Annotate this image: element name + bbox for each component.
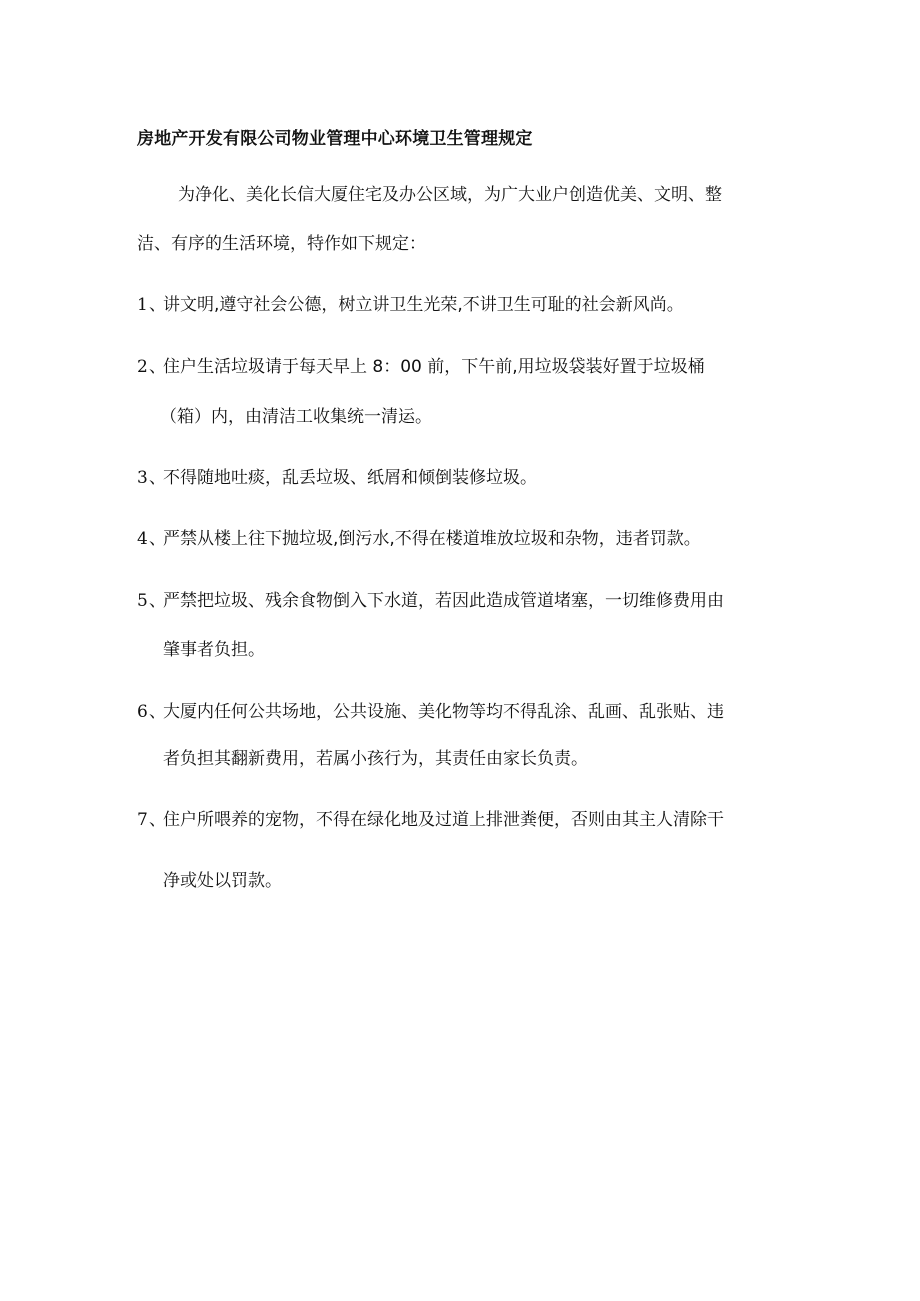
- rule-item-2: [137, 355, 705, 379]
- rule-item-6-continuation: 者负担其翻新费用，若属小孩行为，其责任由家长负责。: [163, 749, 588, 769]
- rule-separator: 、: [149, 810, 166, 830]
- intro-line-1: 为净化、美化长信大厦住宅及办公区域，为广大业户创造优美、文明、整: [178, 185, 722, 205]
- rule-text: 严禁把垃圾、残余食物倒入下水道，若因此造成管道堵塞，一切维修费用由: [163, 591, 724, 611]
- rule-separator: 、: [149, 591, 166, 611]
- rule-number: 6: [137, 702, 148, 722]
- rule-item-4: [137, 527, 701, 551]
- rule-item-3: [137, 466, 537, 490]
- rule-text: 大厦内任何公共场地，公共设施、美化物等均不得乱涂、乱画、乱张贴、违: [163, 702, 724, 722]
- rule-item-6: [137, 700, 724, 724]
- rule-text: 住户生活垃圾请于每天早上 8：00 前，下午前,用垃圾袋装好置于垃圾桶: [163, 357, 705, 377]
- rule-text: 讲文明,遵守社会公德，树立讲卫生光荣,不讲卫生可耻的社会新风尚。: [163, 295, 684, 315]
- rule-item-2-continuation: （箱）内，由清洁工收集统一清运。: [160, 407, 432, 427]
- rule-separator: 、: [149, 702, 166, 722]
- rule-text: 严禁从楼上往下抛垃圾,倒污水,不得在楼道堆放垃圾和杂物，违者罚款。: [163, 529, 701, 549]
- rule-separator: 、: [149, 295, 166, 315]
- rule-separator: 、: [149, 529, 166, 549]
- rule-number: 1: [137, 295, 148, 315]
- rule-item-1: [137, 293, 684, 317]
- rule-number: 2: [137, 357, 148, 377]
- rule-separator: 、: [149, 357, 166, 377]
- rule-number: 3: [137, 468, 148, 488]
- rule-number: 4: [137, 529, 148, 549]
- rule-item-5-continuation: 肇事者负担。: [163, 640, 265, 660]
- rule-item-7-continuation: 净或处以罚款。: [163, 871, 282, 891]
- rule-text: 住户所喂养的宠物，不得在绿化地及过道上排泄粪便，否则由其主人清除干: [163, 810, 724, 830]
- rule-separator: 、: [149, 468, 166, 488]
- intro-line-2: 洁、有序的生活环境，特作如下规定：: [137, 234, 426, 254]
- rule-number: 7: [137, 810, 148, 830]
- rule-item-5: [137, 589, 724, 613]
- rule-item-7: [137, 808, 724, 832]
- rule-text: 不得随地吐痰，乱丢垃圾、纸屑和倾倒装修垃圾。: [163, 468, 537, 488]
- rule-number: 5: [137, 591, 148, 611]
- document-title: 房地产开发有限公司物业管理中心环境卫生管理规定: [137, 129, 533, 149]
